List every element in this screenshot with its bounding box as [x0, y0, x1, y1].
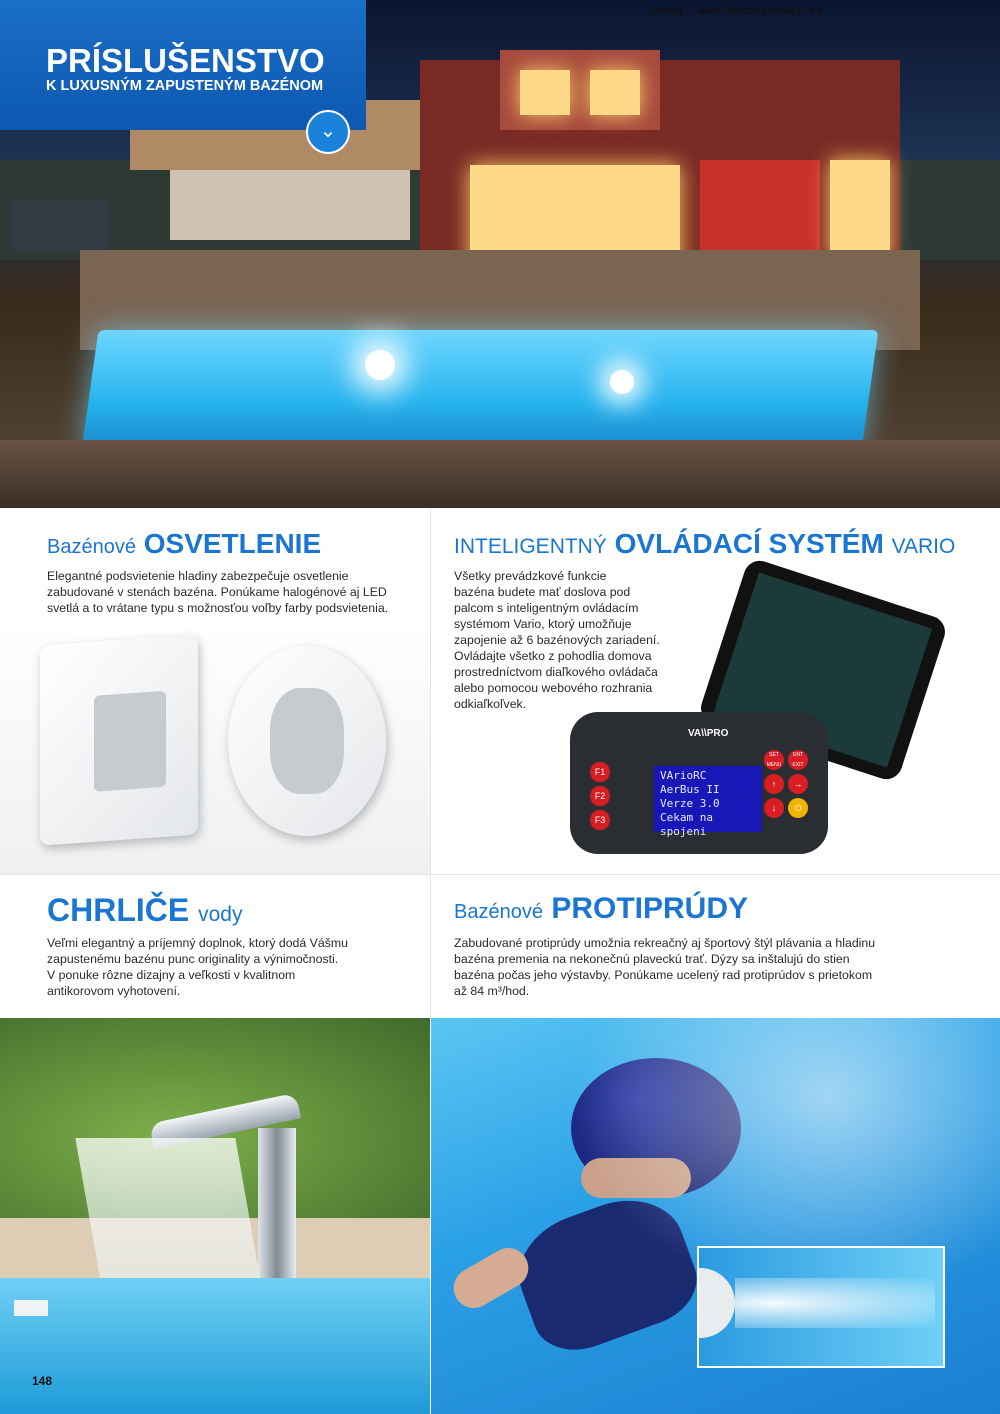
window	[830, 160, 890, 260]
control-heading-suffix: VARIO	[891, 535, 956, 558]
window	[590, 70, 640, 115]
arrow-right-icon: →	[788, 774, 808, 794]
water-jet	[735, 1278, 935, 1328]
f1-button: F1	[590, 762, 610, 782]
lighting-text	[47, 568, 417, 616]
text-line: zabudované v stenách bazéna. Ponúkame halogénové aj LED	[47, 585, 387, 599]
lighting-heading-bold: OSVETLENIE	[143, 528, 322, 559]
pool	[82, 330, 879, 450]
text-line: Veľmi elegantný a príjemný doplnok, ktorý dodá Vášmu	[47, 936, 348, 950]
counterflow-heading-bold: PROTIPRÚDY	[551, 892, 748, 925]
round-pool-light	[228, 646, 386, 836]
counterflow-heading-light: Bazénové	[454, 901, 543, 923]
f2-button: F2	[590, 786, 610, 806]
lighting-heading	[47, 528, 321, 560]
chevron-down-icon: ⌄	[306, 110, 350, 154]
arrow-down-icon: ↓	[764, 798, 784, 818]
pool-light	[365, 350, 395, 380]
lcd-line: AerBus II	[660, 783, 720, 796]
text-line: bazéna premenia na nekonečnú plaveckú trať. Dýzy sa inštalujú do stien	[454, 952, 850, 966]
f3-button: F3	[590, 810, 610, 830]
fountain-heading-bold: CHRLIČE	[47, 892, 190, 928]
car	[10, 200, 110, 250]
power-icon: ⏻	[788, 798, 808, 818]
text-line: Ovládajte všetko z pohodlia domova	[454, 649, 652, 663]
ent-exit-button: ENT EXIT	[788, 750, 808, 770]
set-menu-button: SET MENU	[764, 750, 784, 770]
divider-vertical-lower	[430, 874, 431, 1018]
counterflow-nozzle-inset	[697, 1246, 945, 1368]
fountain-heading	[47, 892, 242, 929]
remote-lcd	[654, 766, 762, 838]
lcd-line: Cekam na spojeni	[660, 811, 713, 838]
control-heading	[454, 528, 955, 560]
text-line: antikorovom vyhotovení.	[47, 984, 181, 998]
text-line: Zabudované protiprúdy umožnia rekreačný aj športový štýl plávania a hladinu	[454, 936, 876, 950]
page-title: PRÍSLUŠENSTVO	[46, 42, 325, 79]
garage	[170, 170, 410, 240]
page-number: 148	[32, 1374, 53, 1388]
page-subtitle: K LUXUSNÝM ZAPUSTENÝM BAZÉNOM	[46, 78, 324, 94]
text-line: palcom s inteligentným ovládacím	[454, 601, 639, 615]
window	[520, 70, 570, 115]
text-line: zapustenému bazénu punc originality a výnimočnosti.	[47, 952, 339, 966]
text-line: svetlá a to vrátane typu s možnosťou voľby farby podsvietenia.	[47, 601, 389, 615]
deck	[0, 440, 1000, 508]
led-panel	[270, 688, 344, 794]
pool-water	[0, 1278, 430, 1414]
text-line: prostredníctvom diaľkového ovládača	[454, 665, 658, 679]
remote-brand: VA\\PRO	[688, 728, 729, 739]
fountain-text	[47, 935, 417, 999]
nozzle	[699, 1268, 735, 1338]
counterflow-text	[454, 935, 974, 999]
control-heading-bold: OVLÁDACÍ SYSTÉM	[614, 528, 884, 559]
lcd-line: Verze 3.0	[660, 797, 720, 810]
led-panel	[94, 691, 166, 792]
red-wall	[700, 160, 820, 260]
text-line: systémom Vario, ktorý umožňuje	[454, 617, 632, 631]
skimmer	[14, 1300, 48, 1316]
pool-light	[610, 370, 634, 394]
text-line: bazéna budete mať doslova pod	[454, 585, 631, 599]
text-line: zapojenie až 6 bazénových zariadení.	[454, 633, 660, 647]
divider-horizontal	[0, 874, 1000, 875]
text-line: Všetky prevádzkové funkcie	[454, 569, 607, 583]
text-line: alebo pomocou webového rozhrania	[454, 681, 653, 695]
vario-remote	[570, 712, 828, 854]
text-line: až 84 m³/hod.	[454, 984, 530, 998]
lcd-line: VArioRC	[660, 769, 707, 782]
text-line: odkiaľkoľvek.	[454, 697, 527, 711]
text-line: V ponuke rôzne dizajny a veľkosti v kvalitnom	[47, 968, 296, 982]
text-line: bazéna počas jeho výstavby. Ponúkame ucelený rad protiprúdov s prietokom	[454, 968, 873, 982]
lighting-heading-light: Bazénové	[47, 536, 136, 558]
fountain-heading-light: vody	[198, 903, 243, 926]
control-text	[454, 568, 694, 712]
control-heading-prefix: INTELIGENTNÝ	[454, 535, 607, 558]
arrow-up-icon: ↑	[764, 774, 784, 794]
square-pool-light	[40, 634, 198, 845]
text-line: Elegantné podsvietenie hladiny zabezpečuje osvetlenie	[47, 569, 349, 583]
counterflow-heading	[454, 892, 748, 926]
source-label: Zdroj: www.AkcneLetaky.sk	[650, 3, 824, 17]
fountain-photo	[0, 1018, 430, 1414]
